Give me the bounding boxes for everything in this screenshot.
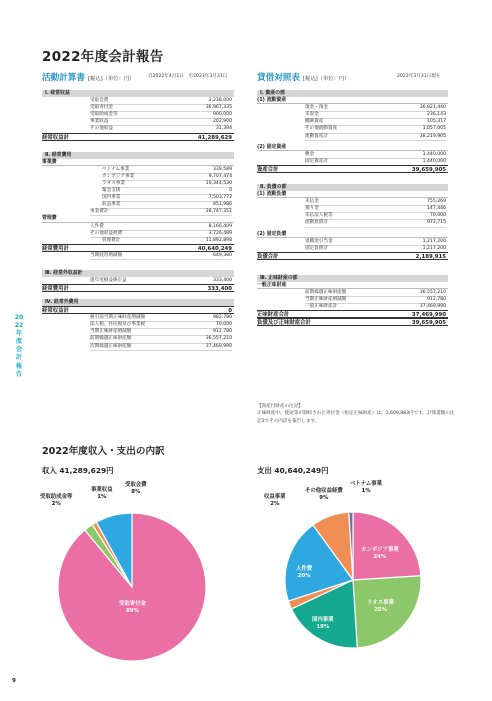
spacer (42, 145, 234, 149)
current-asset-row-label: 未収金 (305, 111, 446, 119)
current-liab-row (257, 212, 448, 219)
current-liab-row-label: 預り金 (305, 205, 446, 213)
income-row-label: 受取助成金等 (90, 111, 232, 119)
expense-label-personnel: 人件費 20% (296, 566, 313, 579)
mgmt-row-label: 人件費 (90, 223, 232, 231)
activity-period: 自2022年4月1日 至2023年3月31日 (148, 74, 228, 79)
mgmt-sum (42, 237, 234, 244)
net-row (42, 328, 234, 335)
income-total-value: 41,289,629 (197, 134, 232, 141)
note-body: 正味財産中、使途等が制約された寄付金（指定正味財産）は、1,609,883円です。計算書類の注記2でその内訳を報告します。 (257, 411, 455, 424)
current-liab-row-value: 70,000 (387, 212, 446, 220)
current-liab-row-value: 972,715 (387, 219, 446, 227)
net-asset-row-label: 当期正味財産増減額 (305, 296, 446, 304)
net-row-value: 912,780 (174, 328, 232, 336)
fixed-liab-row-label: 固定負債計 (305, 245, 446, 253)
fixed-liab-sub-label: (2) 固定負債 (257, 230, 287, 237)
balance-unit: [税込]（単位：円） (302, 76, 350, 82)
extra-income-row-label: 過年度損益修正益 (90, 277, 232, 285)
expense-total-label: 経常費用計 (42, 245, 69, 252)
expense-diff-label: 当期経常増減額 (90, 252, 232, 260)
note (257, 403, 457, 425)
biz-row-label: カンボジア事業 (102, 173, 232, 181)
current-liab-row (257, 205, 448, 212)
activity-header (42, 71, 228, 83)
expense-label-other: その他収益経費 9% (305, 488, 343, 501)
net-assets-total-label: 正味財産合計 (257, 312, 290, 319)
fixed-liab-row (257, 245, 448, 252)
page-number: 9 (12, 678, 16, 684)
income-row (42, 111, 234, 118)
mgmt-sum-value: 11,892,898 (174, 237, 232, 245)
extra-income-row (42, 277, 234, 284)
current-assets-sub (257, 97, 448, 104)
current-asset-row (257, 111, 448, 118)
income-total (42, 133, 234, 141)
biz-row-label: 収益事業 (102, 201, 232, 209)
net-assets-total-value: 37,469,990 (411, 312, 446, 319)
extra-expense-head (42, 299, 234, 306)
liab-net-total-label: 負債及び正味財産合計 (257, 320, 311, 327)
liabilities-total (257, 252, 448, 260)
current-liab-row-value: 147,446 (387, 205, 446, 213)
note-title: 【資産付財産の注記】 (257, 404, 303, 409)
current-liab-sub (257, 191, 448, 198)
biz-row (42, 194, 234, 201)
income-row-label: その他収益 (90, 125, 232, 133)
current-asset-row-value: 105,317 (387, 118, 446, 126)
biz-row-label: 緊急支援 (102, 187, 232, 195)
expense-label-revenue-biz: 収益事業 2% (264, 494, 286, 507)
spacer (42, 263, 234, 267)
income-head (42, 90, 234, 97)
net-row (42, 321, 234, 328)
fixed-assets-sub-label: (2) 固定資産 (257, 143, 287, 150)
current-liab-row (257, 219, 448, 226)
biz-row (42, 166, 234, 173)
income-row-value: 31,394 (174, 125, 232, 133)
biz-row (42, 180, 234, 187)
expense-label-vietnam: ベトナム事業 1% (350, 481, 383, 494)
income-heading: 収入 41,289,629円 (42, 466, 114, 475)
income-row-value: 202,900 (174, 118, 232, 126)
expense-label-laos: ラオス事業 25% (367, 600, 394, 613)
biz-row-value: 339,589 (174, 166, 232, 174)
assets-total-value: 39,659,905 (411, 166, 446, 173)
income-row (42, 104, 234, 111)
current-asset-row-value: 38,219,905 (387, 133, 446, 141)
income-row-value: 3,238,000 (174, 97, 232, 105)
fixed-liab-sub (257, 231, 448, 238)
expense-diff (42, 252, 234, 259)
net-row (42, 314, 234, 321)
income-row (42, 97, 234, 104)
fixed-asset-row-value: 1,440,000 (387, 158, 446, 166)
mgmt-row-label: その他収益経費 (90, 230, 232, 238)
net-row-value: 36,557,210 (174, 335, 232, 343)
current-liab-row-label: 未払法人税等 (305, 212, 446, 220)
liab-net-total (257, 318, 448, 326)
biz-row-value: 0 (174, 187, 232, 195)
current-asset-row-label: 流動資産計 (305, 133, 446, 141)
net-row-value: 70,000 (174, 321, 232, 329)
extra-income-head (42, 270, 234, 277)
balance-date: 2023年3月31日現在 (397, 74, 441, 79)
spacer (257, 177, 448, 181)
net-assets-head (257, 275, 448, 282)
expense-label-domestic: 国内事業 19% (312, 617, 334, 630)
biz-label (42, 159, 234, 166)
expense-total (42, 244, 234, 252)
extra-income-total-value: 333,400 (207, 286, 232, 293)
current-asset-row (257, 104, 448, 111)
current-asset-row (257, 125, 448, 132)
current-liab-row-label: 未払金 (305, 198, 446, 206)
page-title: 2022年度会計報告 (42, 49, 164, 65)
liabilities-head (257, 184, 448, 191)
fixed-liab-row-value: 1,217,200 (387, 245, 446, 253)
current-asset-row (257, 118, 448, 125)
fixed-liab-row (257, 238, 448, 245)
current-asset-row-label: その他流動資産 (305, 125, 446, 133)
extra-expense-total-value: 0 (228, 308, 232, 315)
expense-head-label: Ⅱ. 経常費用 (45, 151, 72, 158)
extra-expense-total-label: 経常収益計 (42, 308, 69, 315)
expense-diff-value: 649,380 (174, 252, 232, 260)
balance-header (257, 71, 441, 83)
current-asset-row-value: 36,821,440 (387, 104, 446, 112)
fixed-assets-sub (257, 144, 448, 151)
side-label: 2022年度会計報告 (14, 314, 24, 378)
income-row-label: 受取寄付金 (90, 104, 232, 112)
biz-row (42, 173, 234, 180)
net-row-label: 次期繰越正味財産額 (90, 343, 232, 351)
liabilities-head-label: Ⅱ. 負債の部 (260, 183, 287, 190)
income-label-donation: 受取寄付金 89% (119, 601, 146, 614)
ie-title: 2022年度収入・支出の内訳 (42, 446, 165, 457)
mgmt-row (42, 230, 234, 237)
income-pie-chart (56, 511, 208, 663)
biz-row (42, 187, 234, 194)
income-row-value: 36,967,335 (174, 104, 232, 112)
biz-row-value: 7,503,772 (174, 194, 232, 202)
expense-label-cambodia: カンボジア事業 24% (361, 547, 399, 560)
net-row (42, 335, 234, 342)
net-row-label: 税引前当期正味財産増減額 (90, 314, 232, 322)
net-row-value: 37,469,990 (174, 343, 232, 351)
net-row-label: 法人税、住民税及び事業税 (90, 321, 232, 329)
extra-income-total (42, 284, 234, 292)
liabilities-total-label: 負債合計 (257, 253, 279, 260)
net-asset-row-value: 37,469,990 (387, 303, 446, 311)
income-row-label: 事業収益 (90, 118, 232, 126)
net-assets-head-label: Ⅲ. 正味財産の部 (260, 274, 298, 281)
fixed-asset-row-label: 敷金 (305, 151, 446, 159)
fixed-liab-row-label: 退職金引当金 (305, 238, 446, 246)
net-asset-row (257, 303, 448, 310)
net-assets-total (257, 310, 448, 318)
mgmt-label-label: 管理費 (42, 215, 57, 222)
assets-total-label: 資産合計 (257, 166, 279, 173)
spacer (42, 292, 234, 296)
mgmt-row-value: 3,726,489 (174, 230, 232, 238)
income-label-fees: 受取会費 8% (125, 482, 147, 495)
biz-row-value: 10,344,530 (174, 180, 232, 188)
expense-pie-chart (283, 510, 423, 650)
net-row (42, 343, 234, 350)
mgmt-row-value: 8,166,409 (174, 223, 232, 231)
biz-sum-label: 事業費計 (90, 208, 232, 216)
extra-income-head-label: Ⅲ. 経常外収益計 (45, 269, 83, 276)
current-liab-row-label: 流動負債計 (305, 219, 446, 227)
liab-net-total-value: 39,659,905 (411, 320, 446, 327)
extra-income-row-value: 333,400 (174, 277, 232, 285)
expense-total-value: 40,640,249 (197, 245, 232, 252)
net-row-label: 前期繰越正味財産額 (90, 335, 232, 343)
balance-sheet (257, 87, 448, 326)
spacer (257, 268, 448, 272)
fixed-asset-row-label: 固定資産計 (305, 158, 446, 166)
current-asset-row-value: 1,057,005 (387, 125, 446, 133)
fixed-asset-row (257, 151, 448, 158)
activity-heading: 活動計算書 (42, 73, 85, 83)
mgmt-sum-label: 管理費計 (102, 237, 232, 245)
biz-row-label: ラオス事業 (102, 180, 232, 188)
net-assets-sub-label: 一般正味財産 (257, 281, 287, 288)
biz-row-label: 国内事業 (102, 194, 232, 202)
expense-heading: 支出 40,640,249円 (257, 466, 329, 475)
extra-expense-head-label: Ⅳ. 経常外費用 (45, 299, 79, 306)
income-row-label: 受取会費 (90, 97, 232, 105)
activity-unit: [税込]（単位：円） (87, 76, 135, 82)
income-row-value: 900,000 (174, 111, 232, 119)
current-asset-row-label: 棚卸資産 (305, 118, 446, 126)
net-assets-sub (257, 282, 448, 289)
income-label-business: 事業収益 1% (91, 487, 113, 500)
biz-row-label: ベトナム事業 (102, 166, 232, 174)
extra-income-total-label: 経常費用計 (42, 286, 69, 293)
liabilities-total-value: 2,189,915 (415, 253, 446, 260)
current-asset-row-label: 現金・預金 (305, 104, 446, 112)
current-assets-sub-label: (1) 流動資産 (257, 97, 287, 104)
balance-heading: 貸借対照表 (257, 73, 300, 83)
pie-slice (353, 512, 421, 580)
expense-head (42, 152, 234, 159)
current-liab-row-value: 755,269 (387, 198, 446, 206)
net-row-label: 当期正味財産増減額 (90, 328, 232, 336)
net-asset-row-label: 前期繰越正味財産額 (305, 289, 446, 297)
biz-sum (42, 208, 234, 215)
net-asset-row (257, 289, 448, 296)
current-asset-row-value: 236,143 (387, 111, 446, 119)
income-head-label: Ⅰ. 経常収益 (45, 90, 70, 96)
fixed-asset-row (257, 158, 448, 165)
extra-expense-total (42, 306, 234, 314)
fixed-asset-row-value: 1,440,000 (387, 151, 446, 159)
current-asset-row (257, 133, 448, 140)
net-asset-row-value: 36,557,210 (387, 289, 446, 297)
income-total-label: 経常収益計 (42, 134, 69, 141)
income-row (42, 125, 234, 132)
mgmt-row (42, 223, 234, 230)
activity-statement (42, 87, 234, 350)
net-asset-row (257, 296, 448, 303)
current-liab-sub-label: (1) 流動負債 (257, 191, 287, 198)
assets-total (257, 165, 448, 173)
net-asset-row-value: 912,780 (387, 296, 446, 304)
net-asset-row-label: 一般正味財産計 (305, 303, 446, 311)
biz-row (42, 201, 234, 208)
income-row (42, 118, 234, 125)
net-row-value: 982,780 (174, 314, 232, 322)
mgmt-label (42, 215, 234, 222)
assets-head-label: Ⅰ. 資産の部 (260, 90, 285, 96)
biz-sum-value: 28,747,351 (174, 208, 232, 216)
biz-row-value: 9,707,474 (174, 173, 232, 181)
biz-label-label: 事業費 (42, 158, 57, 165)
fixed-liab-row-value: 1,217,200 (387, 238, 446, 246)
current-liab-row (257, 198, 448, 205)
biz-row-value: 851,986 (174, 201, 232, 209)
income-label-grant: 受取助成金等 2% (40, 494, 73, 507)
